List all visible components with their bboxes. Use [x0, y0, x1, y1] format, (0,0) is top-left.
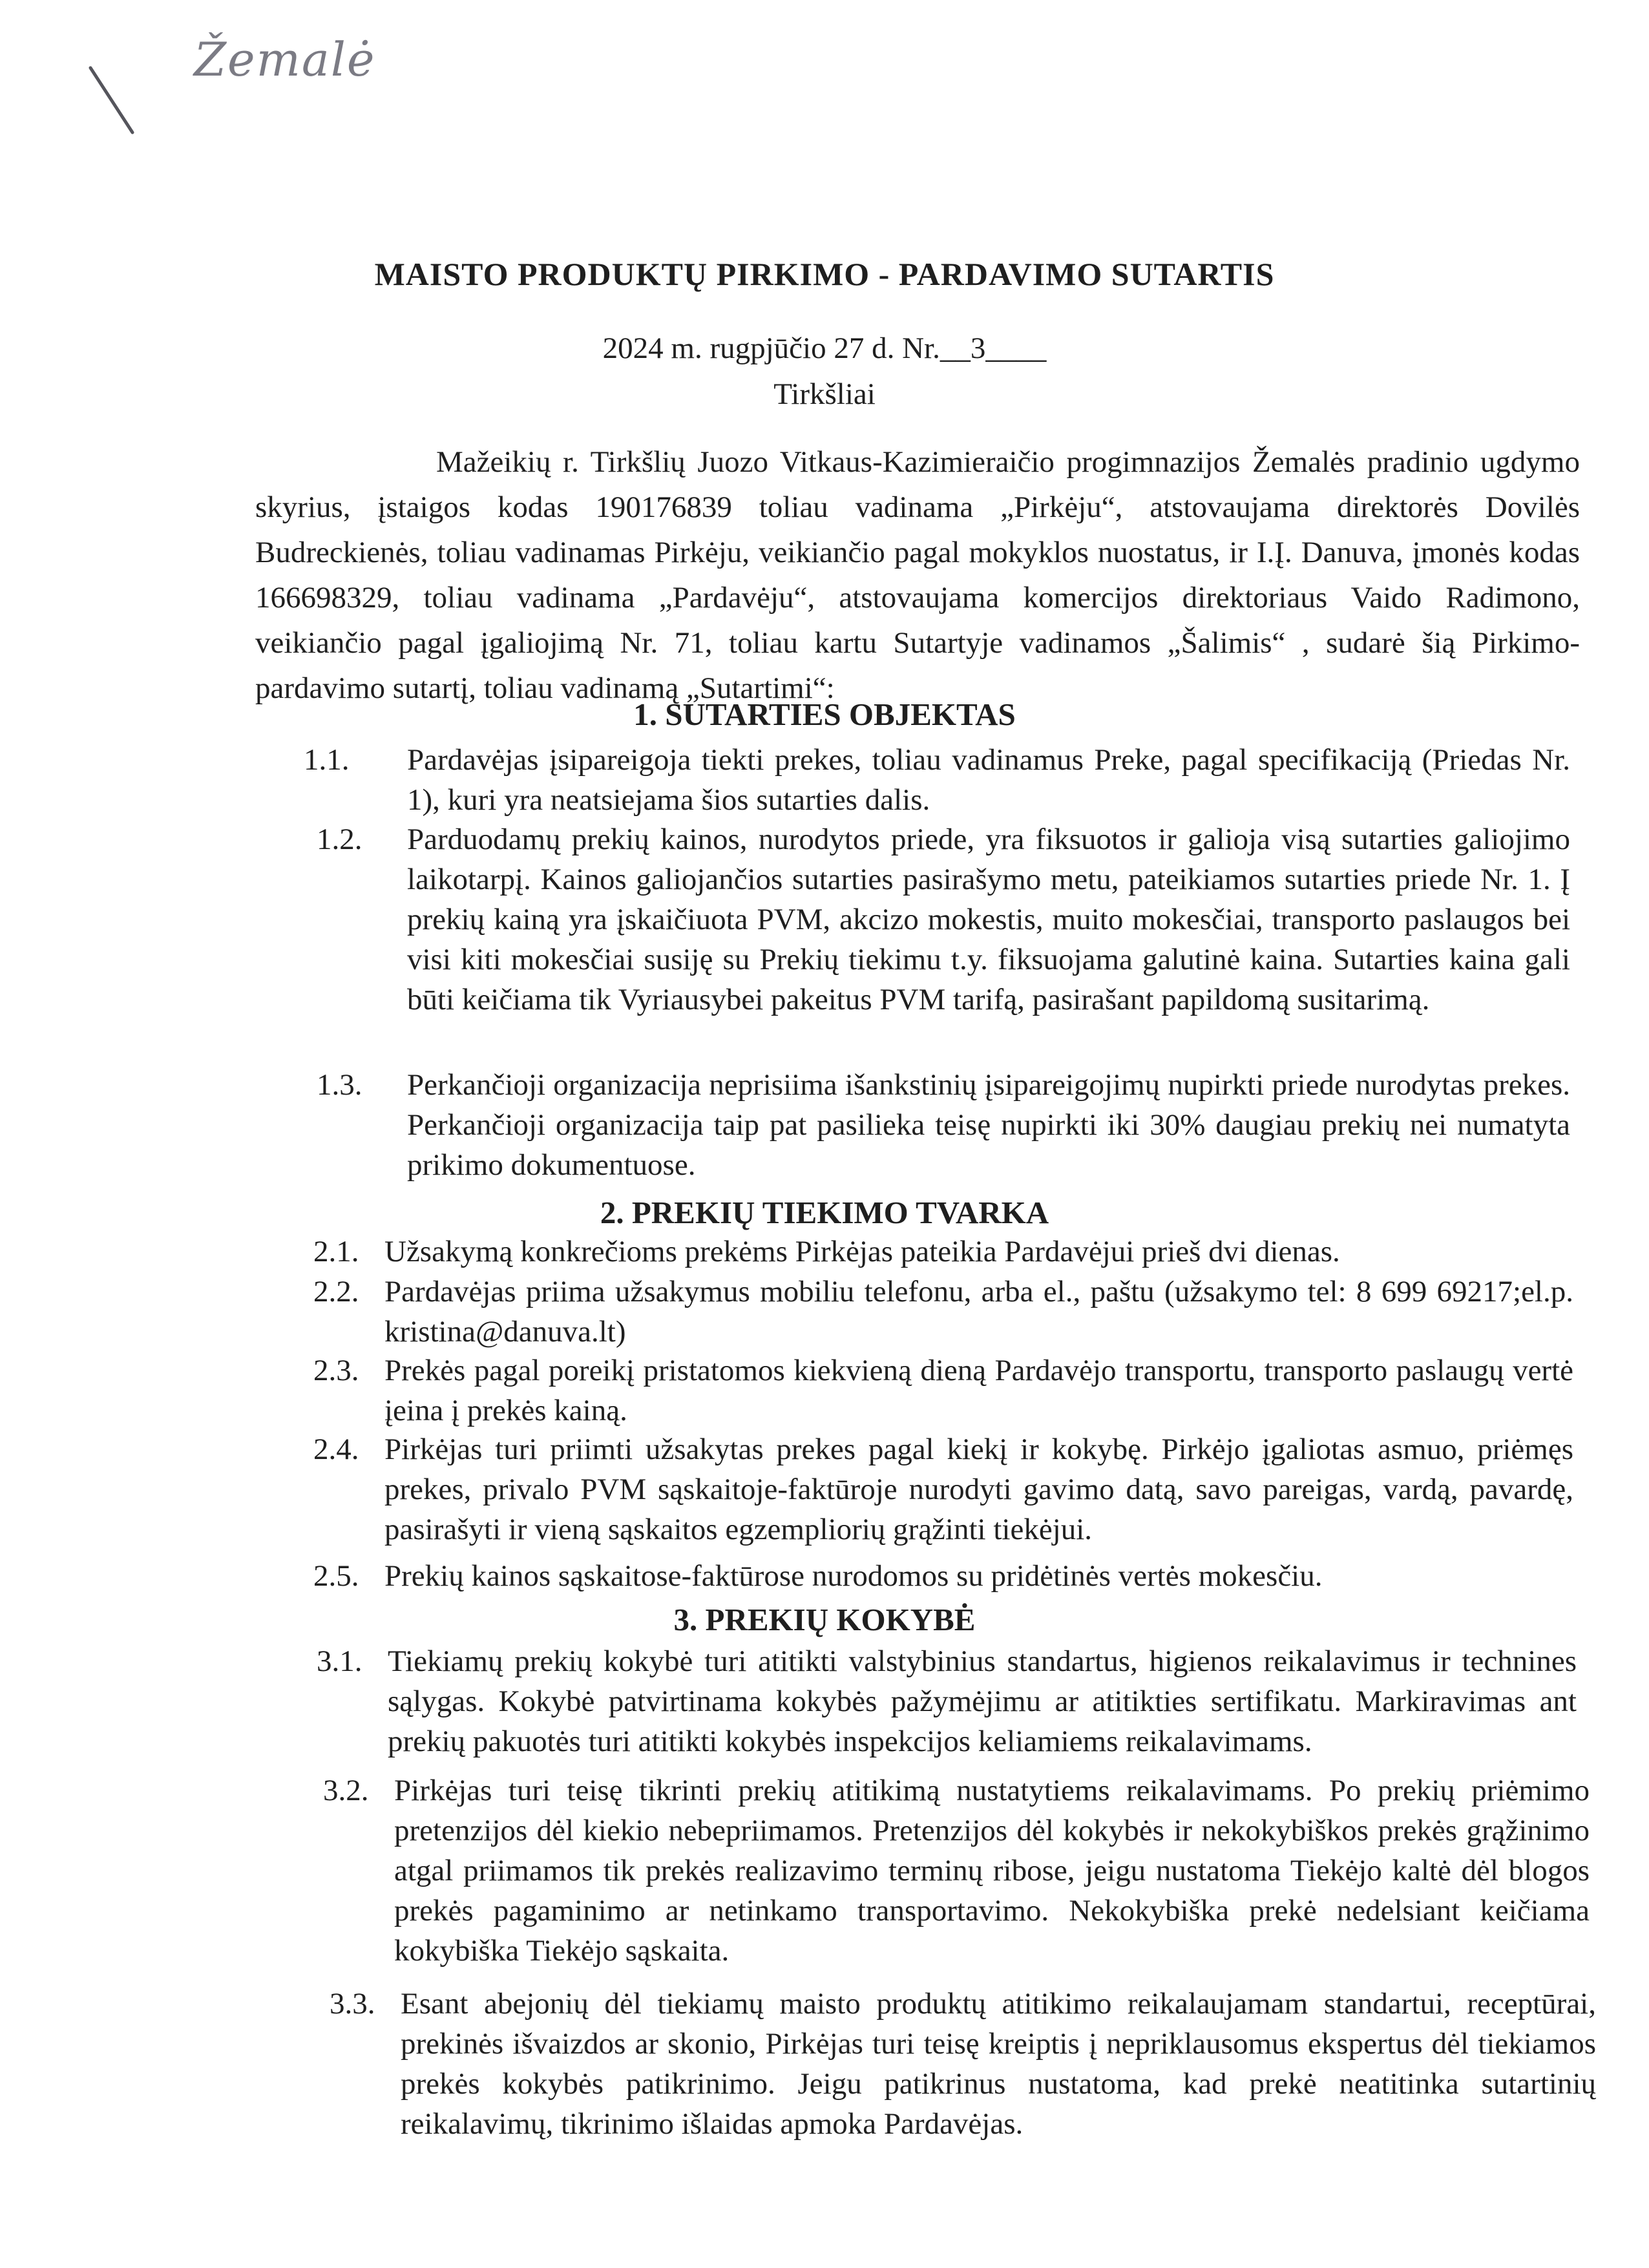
list-item — [323, 1770, 1590, 1971]
item-text: Pardavėjas įsipareigoja tiekti prekes, toliau vadinamus Preke, pagal specifikaciją (Priedas Nr. 1), kuri yra neatsiejama šios sutarties dalis. — [407, 743, 1570, 817]
item-number: 1.1. — [304, 743, 350, 777]
item-number: 2.4. — [313, 1433, 359, 1466]
section-title: 3. PREKIŲ KOKYBĖ — [673, 1602, 976, 1637]
list-item — [317, 1641, 1577, 1761]
date-number-line: 2024 m. rugpjūčio 27 d. Nr.__3____ — [602, 331, 1047, 365]
page-title: MAISTO PRODUKTŲ PIRKIMO - PARDAVIMO SUTARTIS — [374, 256, 1275, 292]
item-number: 2.2. — [313, 1275, 359, 1308]
section-title: 2. PREKIŲ TIEKIMO TVARKA — [600, 1195, 1049, 1230]
item-text: Pardavėjas priima užsakymus mobiliu telefonu, arba el., paštu (užsakymo tel: 8 699 69217;el.p. kristina@danuva.lt) — [384, 1275, 1573, 1349]
item-text: Prekių kainos sąskaitose-faktūrose nurodomos su pridėtinės vertės mokesčiu. — [384, 1559, 1323, 1593]
item-number: 2.1. — [313, 1235, 359, 1268]
list-item — [313, 1272, 1573, 1352]
item-number: 3.3. — [330, 1987, 375, 2021]
item-number: 1.3. — [317, 1068, 362, 1102]
list-item — [317, 1065, 1570, 1185]
item-text: Tiekiamų prekių kokybė turi atitikti valstybinius standartus, higienos reikalavimus ir technines sąlygas. Kokybė patvirtinama kokybės pažymėjimu ar atitikties sertifikatu. Markiravimas ant prekių pakuotės turi atitikti kokybės inspekcijos keliamiems reikalavimams. — [388, 1644, 1577, 1758]
item-number: 1.2. — [317, 823, 362, 856]
item-text: Pirkėjas turi teisę tikrinti prekių atitikimą nustatytiems reikalavimams. Po prekių priėmimo pretenzijos dėl kiekio nebepriimamos. Pretenzijos dėl kokybės ir nekokybiškos prekės grąžinimo atgal priimamos tik prekės realizavimo terminų ribose, jeigu nustatoma Tiekėjo kaltė dėl blogos prekės pagaminimo ar netinkamo transportavimo. Nekokybiška prekė nedelsiant keičiama kokybiška Tiekėjo sąskaita. — [394, 1774, 1590, 1968]
item-number: 3.2. — [323, 1774, 369, 1807]
item-number: 2.5. — [313, 1559, 359, 1593]
list-item — [313, 1232, 1573, 1272]
item-text: Esant abejonių dėl tiekiamų maisto produktų atitikimo reikalaujamam standartui, receptūrai, prekinės išvaizdos ar skonio, Pirkėjas turi teisę kreiptis į nepriklausomus ekspertus dėl tiekiamos prekės kokybės patikrinimo. Jeigu patikrinus nustatoma, kad prekė neatitinka sutartinių reikalavimų, tikrinimo išlaidas apmoka Pardavėjas. — [401, 1987, 1596, 2141]
item-number: 3.1. — [317, 1644, 362, 1678]
item-text: Pirkėjas turi priimti užsakytas prekes pagal kiekį ir kokybę. Pirkėjo įgaliotas asmuo, priėmęs prekes, privalo PVM sąskaitoje-faktūroje nurodyti gavimo datą, savo pareigas, vardą, pavardę, pasirašyti ir vieną sąskaitos egzempliorių grąžinti tiekėjui. — [384, 1433, 1573, 1546]
list-item — [313, 1350, 1573, 1431]
list-item — [313, 1429, 1573, 1549]
item-text: Parduodamų prekių kainos, nurodytos priede, yra fiksuotos ir galioja visą sutarties galiojimo laikotarpį. Kainos galiojančios sutarties pasirašymo metu, pateikiamos sutarties priede Nr. 1. Į prekių kainą yra įskaičiuota PVM, akcizo mokestis, muito mokesčiai, transporto paslaugos bei visi kiti mokesčiai susiję su Prekių tiekimu t.y. fiksuojama galutinė kaina. Sutarties kaina gali būti keičiama tik Vyriausybei pakeitus PVM tarifą, pasirašant papildomą susitarimą. — [407, 823, 1570, 1016]
item-number: 2.3. — [313, 1354, 359, 1387]
item-text: Prekės pagal poreikį pristatomos kiekvieną dieną Pardavėjo transportu, transporto paslaugų vertė įeina į prekės kainą. — [384, 1354, 1573, 1427]
item-text: Užsakymą konkrečioms prekėms Pirkėjas pateikia Pardavėjui prieš dvi dienas. — [384, 1235, 1340, 1268]
list-item — [313, 1556, 1573, 1596]
handwritten-note: Žemalė — [194, 32, 376, 87]
place-line: Tirkšliai — [773, 377, 876, 411]
item-text: Perkančioji organizacija neprisiima išankstinių įsipareigojimų nupirkti priede nurodytas prekes. Perkančioji organizacija taip pat pasilieka teisę nupirkti iki 30% daugiau prekių nei numatyta prikimo dokumentuose. — [407, 1068, 1570, 1182]
list-item — [330, 1984, 1596, 2144]
list-item — [304, 740, 1570, 820]
intro-text: Mažeikių r. Tirkšlių Juozo Vitkaus-Kazimieraičio progimnazijos Žemalės pradinio ugdymo skyrius, įstaigos kodas 190176839 toliau vadinama „Pirkėju“, atstovaujama direktorės Dovilės Budreckienės, toliau vadinamas Pirkėju, veikiančio pagal mokyklos nuostatus, ir I.Į. Danuva, įmonės kodas 166698329, toliau vadinama „Pardavėju“, atstovaujama komercijos direktoriaus Vaido Radimono, veikiančio pagal įgaliojimą Nr. 71, toliau kartu Sutartyje vadinamos „Šalimis“ , sudarė šią Pirkimo-pardavimo sutartį, toliau vadinamą „Sutartimi“: — [255, 445, 1580, 705]
section-title: 1. SUTARTIES OBJEKTAS — [633, 697, 1016, 732]
intro-paragraph — [255, 439, 1580, 711]
list-item — [317, 819, 1570, 1020]
